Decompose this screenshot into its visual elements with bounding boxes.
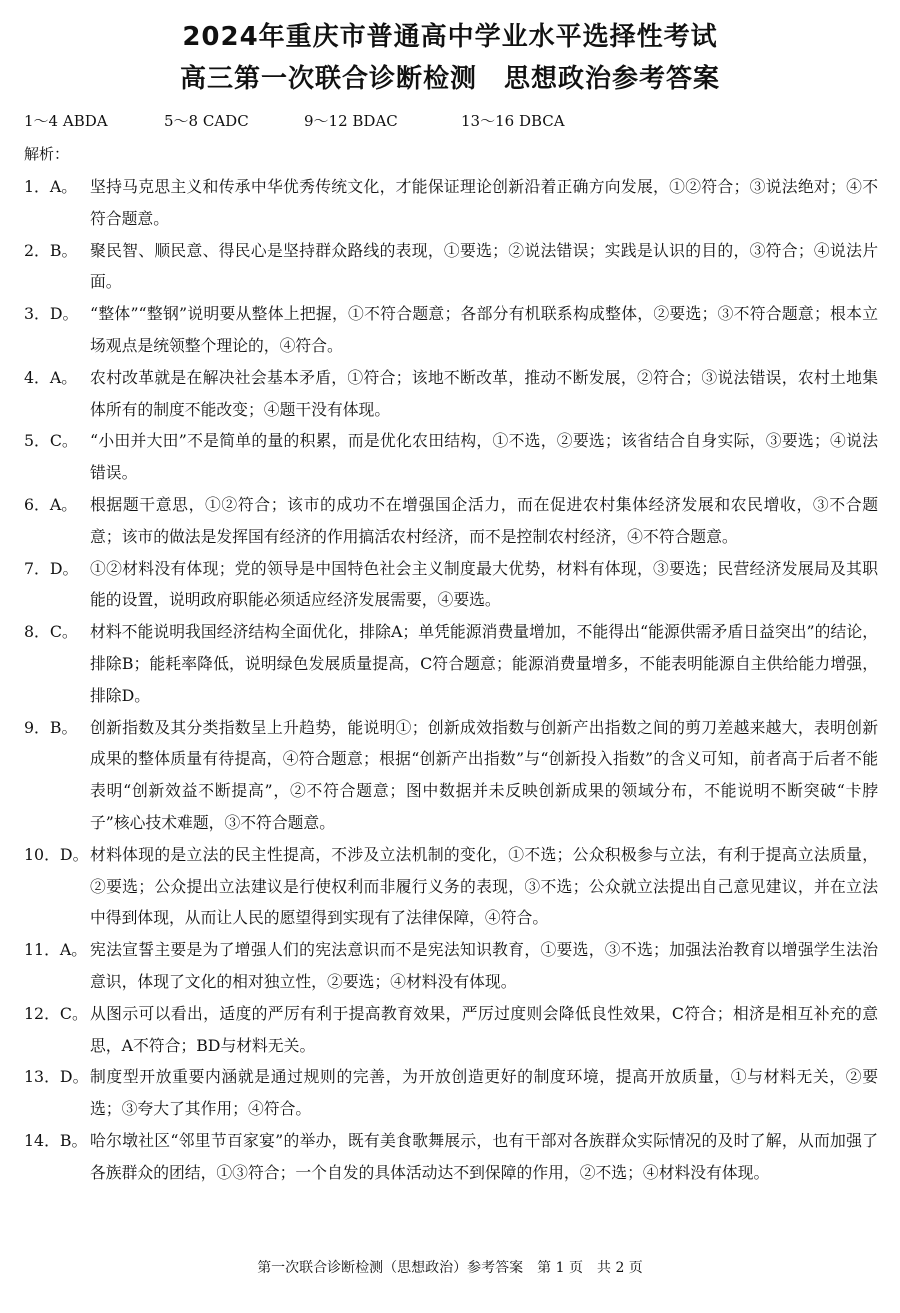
- item-number: 9．B。: [24, 717, 78, 737]
- item-number: 12．C。: [24, 1003, 88, 1023]
- analysis-item: [24, 839, 878, 934]
- item-text: 宪法宣誓主要是为了增强人们的宪法意识而不是宪法知识教育，①要选，③不选；加强法治教育以增强学生法治意识，体现了文化的相对独立性，②要选；④材料没有体现。: [90, 940, 878, 991]
- analysis-item: [24, 362, 878, 426]
- item-number: 10．D。: [24, 844, 89, 864]
- analysis-item: [24, 171, 878, 235]
- analysis-label: 解析：: [24, 145, 70, 163]
- analysis-item: [24, 616, 878, 711]
- item-text: ①②材料没有体现；党的领导是中国特色社会主义制度最大优势，材料有体现，③要选；民营经济发展局及其职能的设置，说明政府职能必须适应经济发展需要，④要选。: [90, 558, 878, 610]
- item-text: 聚民智、顺民意、得民心是坚持群众路线的表现，①要选；②说法错误；实践是认识的目的，③符合；④说法片面。: [90, 240, 878, 292]
- item-text: 农村改革就是在解决社会基本矛盾，①符合；该地不断改革，推动不断发展，②符合；③说法错误，农村土地集体所有的制度不能改变；④题干没有体现。: [90, 367, 878, 419]
- item-text: “整体”“整钢”说明要从整体上把握，①不符合题意；各部分有机联系构成整体，②要选；③不符合题意；根本立场观点是统领整个理论的，④符合。: [90, 304, 878, 355]
- item-text: 哈尔墩社区“邻里节百家宴”的举办，既有美食歌舞展示，也有干部对各族群众实际情况的及时了解，从而加强了各族群众的团结，①③符合；一个自发的具体活动达不到保障的作用，②不选；④材料没有体现。: [90, 1130, 878, 1182]
- item-number: 13．D。: [24, 1067, 89, 1087]
- analysis-list: [24, 171, 878, 1189]
- item-number: 5．C。: [24, 431, 78, 451]
- item-text: “小田并大田”不是简单的量的积累，而是优化农田结构，①不选，②要选；该省结合自身实际，③要选；④说法错误。: [90, 431, 878, 483]
- item-text: 创新指数及其分类指数呈上升趋势，能说明①；创新成效指数与创新产出指数之间的剪刀差越来越大，表明创新成果的整体质量有待提高，④符合题意；根据“创新产出指数”与“创新投入指数”的含义可知，前者高于后者不能表明“创新效益不断提高”，②不符合题意；图中数据并未反映创新成果的领域分布，不能说明不断突破“卡脖子”核心技术难题，③不符合题意。: [90, 717, 878, 832]
- page-footer: 第一次联合诊断检测（思想政治）参考答案 第 1 页 共 2 页: [257, 1260, 643, 1276]
- item-number: 8．C。: [24, 622, 78, 642]
- item-number: 11．A。: [24, 940, 88, 960]
- analysis-item: [24, 425, 878, 489]
- analysis-item: [24, 1061, 878, 1125]
- analysis-item: [24, 489, 878, 553]
- item-text: 材料体现的是立法的民主性提高，不涉及立法机制的变化，①不选；公众积极参与立法，有利于提高立法质量，②要选；公众提出立法建议是行使权利而非履行义务的表现，③不选；公众就立法提出自己意见建议，并在立法中得到体现，从而让人民的愿望得到实现有了法律保障，④符合。: [90, 844, 878, 928]
- item-number: 4．A。: [24, 367, 78, 387]
- item-number: 14．B。: [24, 1130, 88, 1150]
- answer-key-group: 5～8 CADC: [164, 112, 249, 130]
- item-number: 6．A。: [24, 494, 78, 514]
- analysis-item: [24, 712, 878, 839]
- answer-key-row: [24, 110, 565, 132]
- analysis-item: [24, 934, 878, 998]
- answer-key-group: 9～12 BDAC: [304, 112, 398, 130]
- analysis-item: [24, 998, 878, 1062]
- document-title: 2024年重庆市普通高中学业水平选择性考试: [182, 22, 718, 52]
- answer-key-group: 1～4 ABDA: [24, 112, 108, 130]
- item-number: 7．D。: [24, 558, 79, 578]
- item-text: 坚持马克思主义和传承中华优秀传统文化，才能保证理论创新沿着正确方向发展，①②符合；③说法绝对；④不符合题意。: [90, 177, 878, 228]
- item-text: 材料不能说明我国经济结构全面优化，排除A；单凭能源消费量增加，不能得出“能源供需矛盾日益突出”的结论，排除B；能耗率降低，说明绿色发展质量提高，C符合题意；能源消费量增多，不能表明能源自主供给能力增强，排除D。: [90, 622, 878, 705]
- item-number: 2．B。: [24, 240, 78, 260]
- analysis-item: [24, 553, 878, 617]
- item-text: 制度型开放重要内涵就是通过规则的完善，为开放创造更好的制度环境，提高开放质量，①与材料无关，②要选；③夸大了其作用；④符合。: [90, 1067, 878, 1119]
- analysis-item: [24, 1125, 878, 1189]
- analysis-item: [24, 235, 878, 299]
- item-number: 3．D。: [24, 304, 79, 324]
- document-subtitle: 高三第一次联合诊断检测 思想政治参考答案: [179, 64, 720, 94]
- analysis-item: [24, 298, 878, 362]
- answer-key-group: 13～16 DBCA: [461, 112, 565, 130]
- item-text: 根据题干意思，①②符合；该市的成功不在增强国企活力，而在促进农村集体经济发展和农民增收，③不合题意；该市的做法是发挥国有经济的作用搞活农村经济，而不是控制农村经济，④不符合题意。: [90, 494, 878, 546]
- item-text: 从图示可以看出，适度的严厉有利于提高教育效果，严厉过度则会降低良性效果，C符合；相济是相互补充的意思，A不符合；BD与材料无关。: [90, 1003, 878, 1055]
- item-number: 1．A。: [24, 177, 78, 196]
